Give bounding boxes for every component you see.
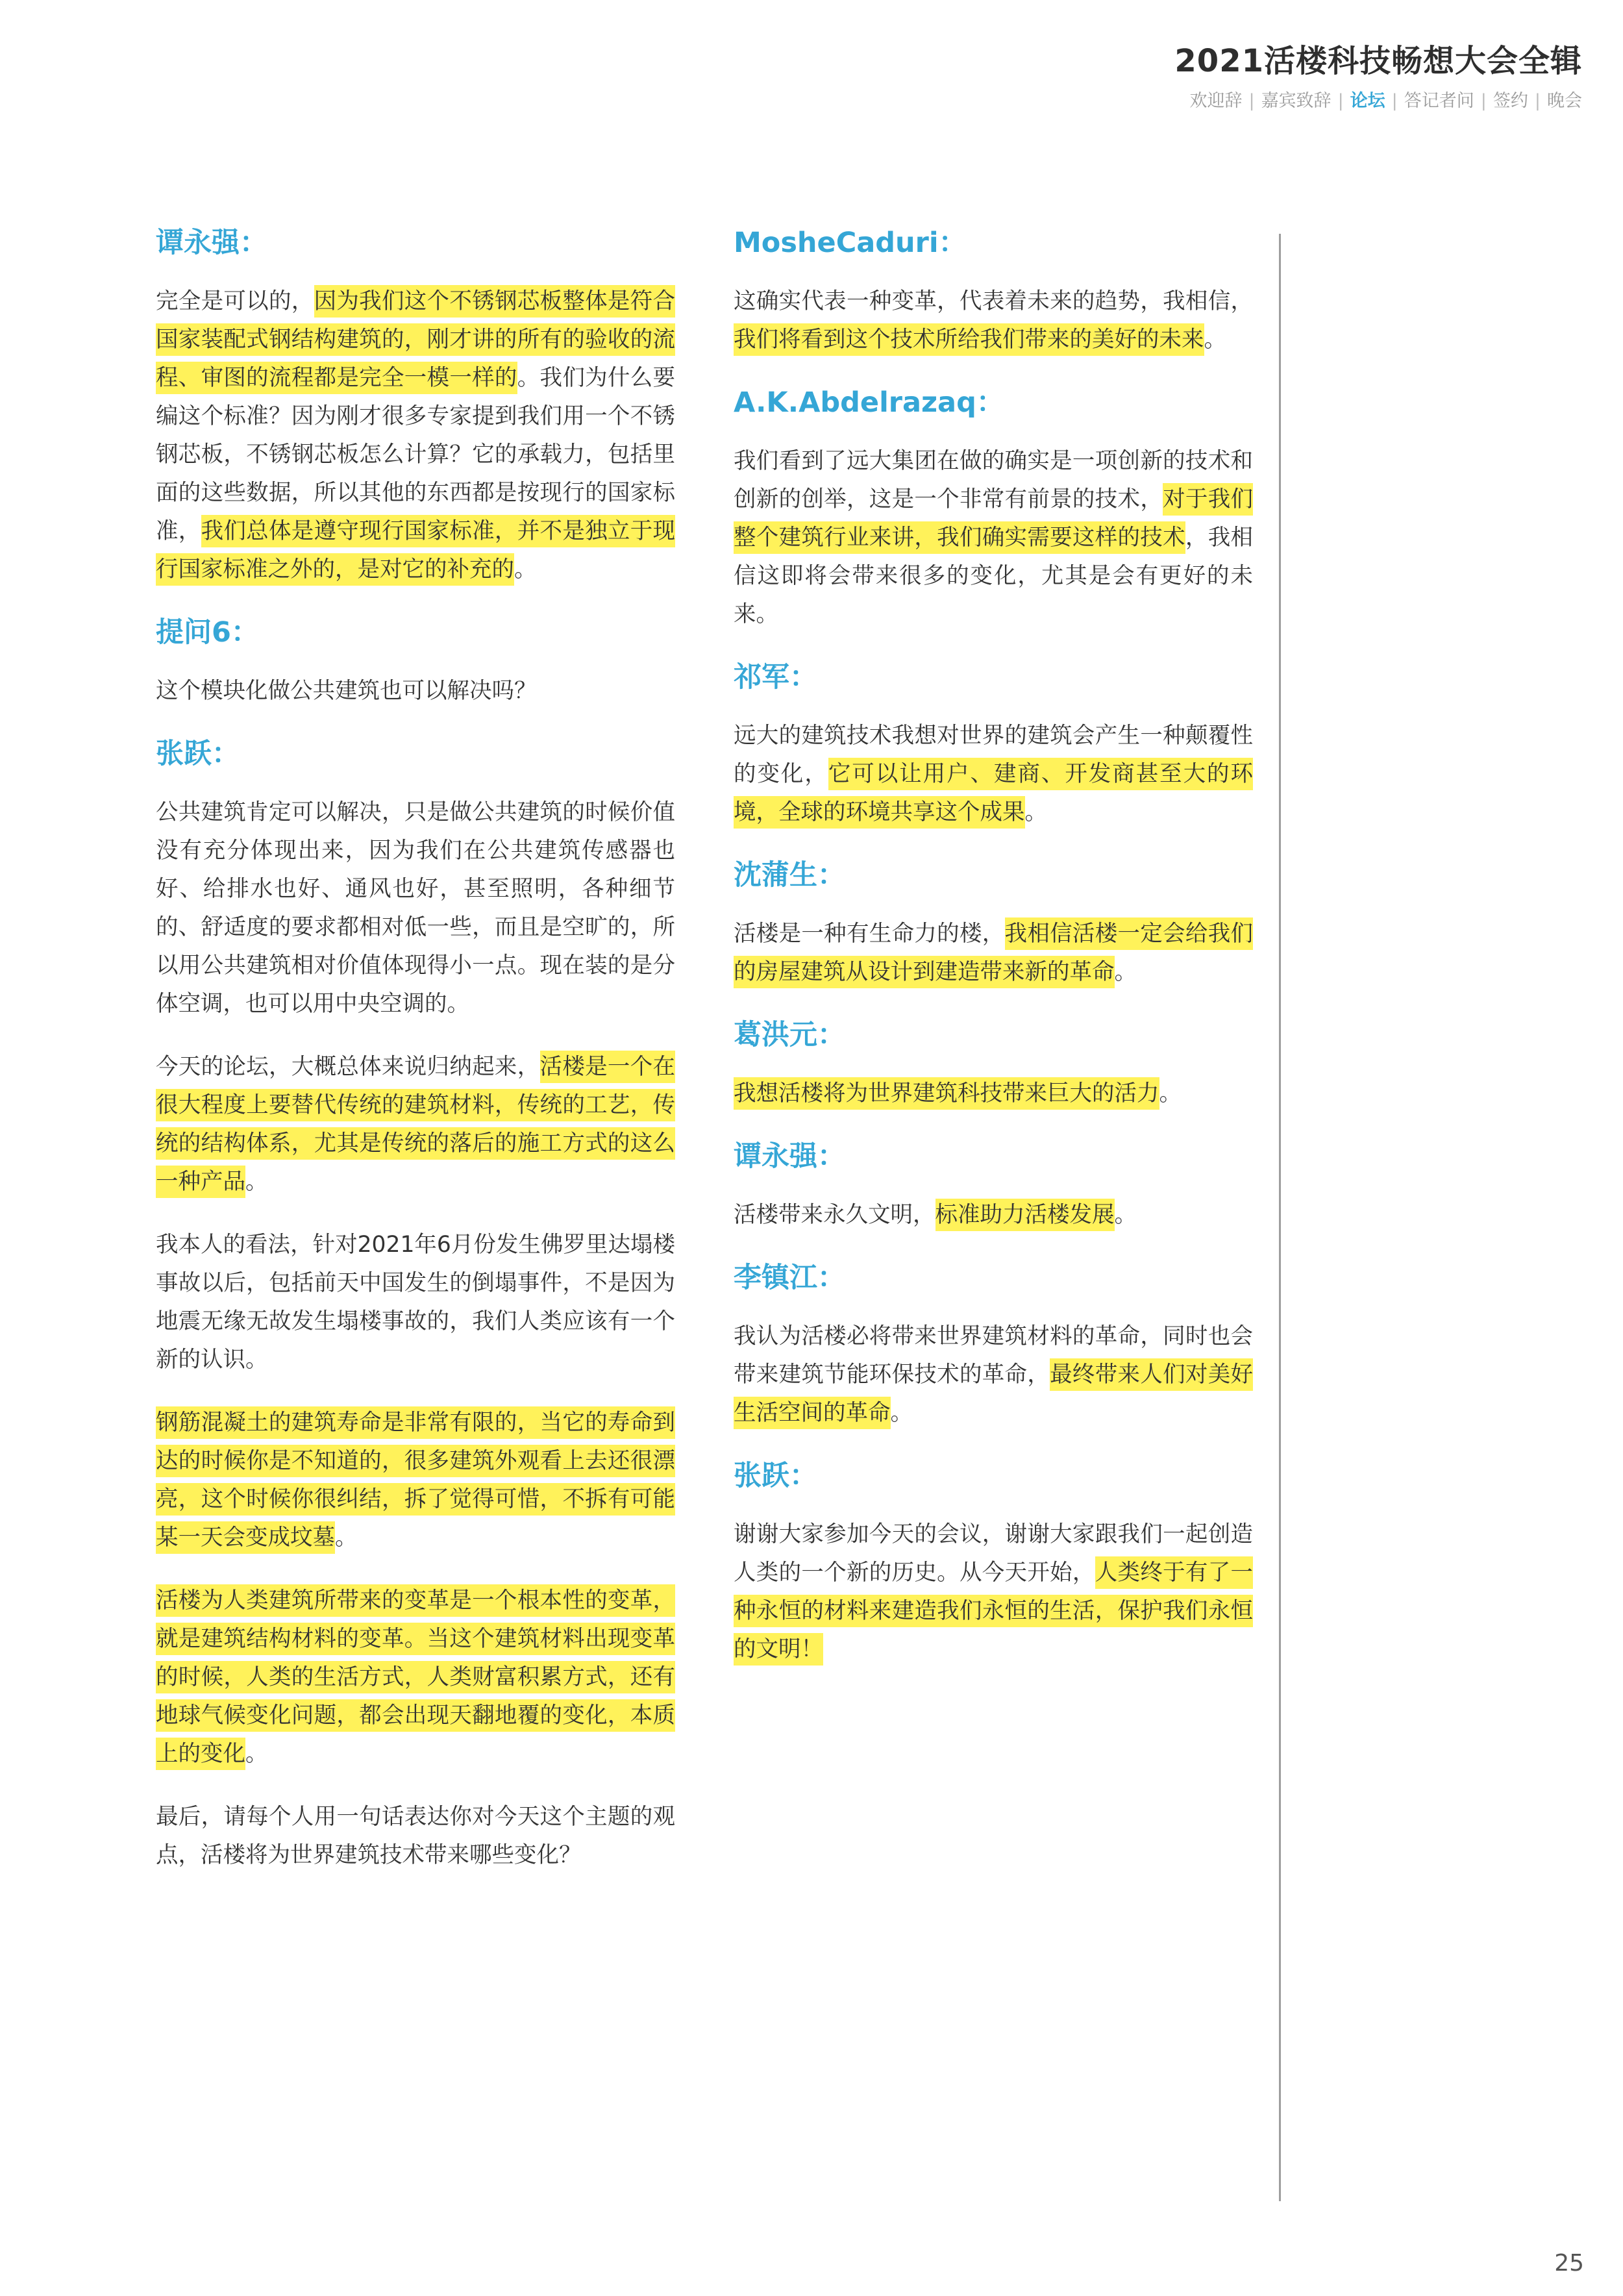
nav-item[interactable]: 论坛: [1350, 91, 1385, 111]
speaker-name: 葛洪元：: [734, 1019, 845, 1051]
body-text: 。: [245, 1741, 268, 1767]
body-text: 这个模块化做公共建筑也可以解决吗？: [156, 678, 537, 704]
body-text: 我们看到了远大集团在做的确实是一项创新的技术和创新的创举，这是一个非常有前景的技术，: [734, 448, 1253, 512]
dialogue-paragraph: [156, 282, 675, 589]
dialogue-block: [156, 614, 675, 710]
speaker-name: 祁军：: [734, 661, 817, 693]
highlighted-text: 活楼是一个在很大程度上要替代传统的建筑材料，传统的工艺，传统的结构体系，尤其是传统的落后的施工方式的这么一种产品: [156, 1051, 675, 1198]
page-header: [1174, 45, 1582, 110]
body-text: 。: [514, 556, 537, 582]
body-text: 最后，请每个人用一句话表达你对今天这个主题的观点，活楼将为世界建筑技术带来哪些变化？: [156, 1804, 675, 1868]
dialogue-block: [734, 224, 1253, 359]
dialogue-block: [734, 1457, 1253, 1669]
dialogue-block: [734, 1259, 1253, 1432]
dialogue-paragraph: [734, 1196, 1253, 1234]
speaker-name: 李镇江：: [734, 1262, 845, 1294]
speaker-name: 沈蒲生：: [734, 859, 845, 892]
dialogue-block: [734, 856, 1253, 992]
dialogue-paragraph: [156, 793, 675, 1023]
nav-item[interactable]: 答记者问: [1404, 91, 1474, 111]
section-nav: [1174, 92, 1582, 110]
dialogue-block: [734, 1138, 1253, 1234]
speaker-name: MosheCaduri：: [734, 227, 967, 259]
body-text: 。: [245, 1169, 268, 1195]
highlighted-text: 我们将看到这个技术所给我们带来的美好的未来: [734, 323, 1204, 356]
dialogue-block: [156, 735, 675, 1875]
dialogue-paragraph: [156, 1582, 675, 1773]
body-text: 。: [335, 1525, 358, 1551]
nav-separator: |: [1248, 91, 1255, 111]
nav-item[interactable]: 晚会: [1547, 91, 1582, 111]
body-text: 完全是可以的，: [156, 288, 314, 314]
speaker-name: 提问6：: [156, 616, 259, 649]
highlighted-text: 我相信活楼一定会给我们的房屋建筑从设计到建造带来新的革命: [734, 917, 1253, 988]
dialogue-paragraph: [734, 915, 1253, 992]
speaker-name: 张跃：: [156, 738, 240, 770]
highlighted-text: 人类终于有了一种永恒的材料来建造我们永恒的生活，保护我们永恒的文明！: [734, 1556, 1253, 1666]
page-number: 25: [1554, 2250, 1584, 2277]
dialogue-paragraph: [734, 282, 1253, 359]
document-title: 2021活楼科技畅想大会全辑: [1174, 43, 1582, 79]
body-text: 远大的建筑技术我想对世界的建筑会产生一种颠覆性的变化，: [734, 723, 1253, 787]
highlighted-text: 钢筋混凝土的建筑寿命是非常有限的，当它的寿命到达的时候你是不知道的，很多建筑外观看上去还很漂亮，这个时候你很纠结，拆了觉得可惜，不拆有可能某一天会变成坟墓: [156, 1406, 675, 1554]
dialogue-paragraph: [734, 1317, 1253, 1432]
dialogue-paragraph: [734, 717, 1253, 832]
dialogue-paragraph: [734, 1516, 1253, 1669]
body-text: 。: [1114, 959, 1137, 985]
column-divider: [1279, 234, 1281, 2201]
nav-item[interactable]: 欢迎辞: [1189, 91, 1243, 111]
body-text: 。: [1204, 327, 1226, 353]
body-text: 谢谢大家参加今天的会议，谢谢大家跟我们一起创造人类的一个新的历史。从今天开始，: [734, 1521, 1253, 1586]
body-text: 我本人的看法，针对2021年6月份发生佛罗里达塌楼事故以后，包括前天中国发生的倒塌事件，不是因为地震无缘无故发生塌楼事故的，我们人类应该有一个新的认识。: [156, 1232, 675, 1373]
body-text: 。我们为什么要编这个标准？因为刚才很多专家提到我们用一个不锈钢芯板，不锈钢芯板怎么计算？它的承载力，包括里面的这些数据，所以其他的东西都是按现行的国家标准，: [156, 365, 676, 544]
body-text: 这确实代表一种变革，代表着未来的趋势，我相信，: [734, 288, 1253, 314]
highlighted-text: 因为我们这个不锈钢芯板整体是符合国家装配式钢结构建筑的，刚才讲的所有的验收的流程、审图的流程都是完全一模一样的: [156, 285, 675, 394]
right-column: [734, 224, 1253, 1693]
dialogue-block: [734, 658, 1253, 832]
dialogue-block: [734, 1016, 1253, 1113]
nav-separator: |: [1337, 91, 1344, 111]
nav-separator: |: [1534, 91, 1541, 111]
body-text: 今天的论坛，大概总体来说归纳起来，: [156, 1054, 540, 1080]
dialogue-block: [156, 224, 675, 589]
nav-separator: |: [1391, 91, 1398, 111]
dialogue-paragraph: [156, 1226, 675, 1379]
highlighted-text: 最终带来人们对美好生活空间的革命: [734, 1358, 1253, 1429]
nav-separator: |: [1480, 91, 1487, 111]
nav-item[interactable]: 嘉宾致辞: [1261, 91, 1332, 111]
dialogue-paragraph: [734, 1075, 1253, 1113]
dialogue-paragraph: [156, 1048, 675, 1201]
dialogue-paragraph: [156, 672, 675, 710]
body-text: ，我相信这即将会带来很多的变化，尤其是会有更好的未来。: [734, 525, 1254, 627]
body-text: 我认为活楼必将带来世界建筑材料的革命，同时也会带来建筑节能环保技术的革命，: [734, 1323, 1253, 1388]
speaker-name: 张跃：: [734, 1460, 817, 1492]
highlighted-text: 它可以让用户、建商、开发商甚至大的环境，全球的环境共享这个成果: [734, 758, 1253, 829]
body-text: 。: [890, 1400, 913, 1426]
body-text: 。: [1159, 1080, 1182, 1106]
dialogue-block: [734, 384, 1253, 634]
highlighted-text: 活楼为人类建筑所带来的变革是一个根本性的变革，就是建筑结构材料的变革。当这个建筑材料出现变革的时候，人类的生活方式，人类财富积累方式，还有地球气候变化问题，都会出现天翻地覆的变化，本质上的变化: [156, 1584, 675, 1770]
nav-item[interactable]: 签约: [1493, 91, 1528, 111]
dialogue-paragraph: [156, 1798, 675, 1875]
body-text: 活楼是一种有生命力的楼，: [734, 921, 1005, 947]
left-column: [156, 224, 675, 1899]
speaker-name: 谭永强：: [156, 227, 267, 259]
body-text: 活楼带来永久文明，: [734, 1202, 935, 1228]
dialogue-paragraph: [734, 442, 1253, 634]
body-text: 。: [1024, 799, 1047, 825]
highlighted-text: 对于我们整个建筑行业来讲，我们确实需要这样的技术: [734, 483, 1253, 554]
highlighted-text: 标准助力活楼发展: [935, 1199, 1115, 1231]
speaker-name: A.K.Abdelrazaq：: [734, 386, 1004, 419]
body-text: 公共建筑肯定可以解决，只是做公共建筑的时候价值没有充分体现出来，因为我们在公共建筑传感器也好、给排水也好、通风也好，甚至照明，各种细节的、舒适度的要求都相对低一些，而且是空旷的，所以用公共建筑相对价值体现得小一点。现在装的是分体空调，也可以用中央空调的。: [156, 799, 675, 1017]
highlighted-text: 我想活楼将为世界建筑科技带来巨大的活力: [734, 1077, 1159, 1110]
body-text: 。: [1114, 1202, 1137, 1228]
speaker-name: 谭永强：: [734, 1140, 845, 1173]
dialogue-paragraph: [156, 1404, 675, 1557]
highlighted-text: 我们总体是遵守现行国家标准，并不是独立于现行国家标准之外的，是对它的补充的: [156, 515, 675, 586]
